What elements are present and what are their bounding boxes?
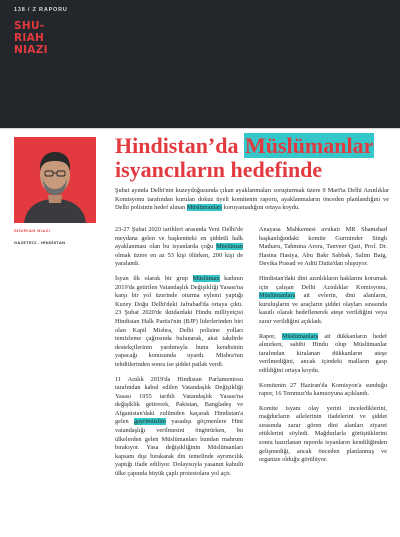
- paragraph-text: Komitenin 27 Haziran'da Komisyon'a sunduğu rapor, 16 Temmuz'da kamuoyuna açıklandı.: [259, 381, 387, 398]
- body-paragraph: [115, 226, 243, 269]
- author-name-display: [14, 20, 74, 56]
- paragraph-text: 23-27 Şubat 2020 tarihleri arasında Yeni Delhi'de meydana gelen ve başkentteki en şiddetli halk ayaklanması olan bu isyanlarda çoğu: [115, 226, 243, 251]
- paragraph-text: yasadışı göçmenlere Hint vatandaşlığı verilmesini öngörürken, bu ülkelerden gelen Müslümanları bundan mahrum bırakıyor. Yasa değişikliğinin Müslümanları kapsam dışı bırakarak din temelinde ayrımcılık yaptığı ifade ediliyor. Dolayısıyla yasanın kabulü ülke çapında büyük çaplı protestolara yol açtı.: [115, 418, 243, 478]
- page-folio: 138 / Z RAPORU: [14, 7, 68, 13]
- lead-text: Şubat ayında Delhi'nin kuzeydoğusunda çıkan ayaklanmaları soruşturmak üzere 9 Mart'ta Delhi Azınlıklar Komisyonu tarafından kurulan dokuz üyeli komitenin raporu, ayaklanmaların önceden planlandığını ve Delhi polisinin hedef alınan: [115, 187, 389, 212]
- body-paragraph: [259, 382, 387, 399]
- lead-text: koruyamadığını ortaya koydu.: [222, 204, 300, 212]
- header-divider: [0, 128, 400, 129]
- paragraph-highlight: Müslüman: [192, 274, 220, 282]
- paragraph-text: İsyan ilk olarak bir grup: [115, 274, 193, 282]
- paragraph-text: ait dükkanların hedef alınırken, sahibi Hindu olup Müslümanlar tarafından kiralanan dükkanların ateşe verilmediğini, ancak içindeki malların gasp edildiğini ortaya koydu.: [259, 332, 387, 374]
- left-column: [115, 226, 243, 485]
- headline-part: isyancıların hedefinde: [115, 157, 323, 182]
- paragraph-text: kadının 2019'da getirilen Vatandaşlık Değişikliği Yasası'na karşı bir yol üzerinde oturma eylemi yaptığı Kuzey Doğu Delhi'deki Jafrabad'da ortaya çıktı. 23 Şubat 2020'de iktidardaki Hindu milliyetçisi Hindistan Halk Partisi'nin (BJP) liderlerinden biri olan Kapil Mishra, Delhi polisine yolları temizleme çağrısında bulunarak, aksi takdirde destekçilerinin yardımıyla bunu kendisinin yapacağı konusunda uyardı. Mishra'nın tehditlerinden sonra ise şiddet patlak verdi.: [115, 274, 243, 368]
- paragraph-text: Anayasa Mahkemesi avukatı MR Shamshad başkanlığındaki komite Gurminder Singh Matharu, Tahmina Arora, Tanveer Qazi, Prof. Dr. Hasina Hasiya, Abu Bakr Sabbak, Salim Baig, Devika Prasad ve Aditi Dutta'dan oluşuyor.: [259, 226, 387, 268]
- author-portrait-icon: [14, 137, 96, 223]
- body-paragraph: [115, 275, 243, 370]
- body-paragraph: [259, 226, 387, 269]
- paragraph-text: Komite isyanı olay yerini incelediklerini, mağdurların ailelerinin ifadelerini ve şiddet sırasında zarar gören dini alanları ziyaret ettiklerini söyledi. Mağdurlarla görüştüklerini sonra hazırlanan raporda isyanların kendiliğinden gelişmediği, ancak önceden planlanmış ve organize olduğu görülüyor.: [259, 404, 387, 464]
- lead-highlight: Müslümanları: [186, 204, 223, 212]
- body-paragraph: [115, 376, 243, 479]
- author-name-line: SHU-: [14, 20, 45, 32]
- author-role: GAZETECİ - HİNDİSTAN: [14, 240, 66, 245]
- paragraph-highlight: Müslüman: [216, 243, 243, 251]
- article-headline: [115, 134, 395, 182]
- paragraph-text: olmak üzere en az 53 kişi ölürken, 200 kişi de yaralandı.: [115, 251, 243, 268]
- body-paragraph: [259, 405, 387, 465]
- paragraph-text: Hindistan'daki dini azınlıkların haklarını korumak için çalışan Delhi Azınlıklar Komisyonu,: [259, 274, 387, 291]
- body-paragraph: [259, 333, 387, 376]
- paragraph-text: Rapor,: [259, 332, 282, 340]
- body-paragraph: [259, 275, 387, 327]
- paragraph-text: 11 Aralık 2019'da Hindistan Parlamentosu tarafından kabul edilen Vatandaşlık Değişikliği Yasası 1955 tarihli Vatandaşlık Yasası'na değişiklik getirerek, Pakistan, Bangladeş ve Afganistan'daki zulümden kaçarak Hindistan'a gelen: [115, 375, 243, 426]
- author-name: SHURIAH NIAZI: [14, 228, 51, 233]
- right-column: [259, 226, 387, 471]
- author-photo: [14, 137, 96, 223]
- headline-part: Hindistan’da: [115, 133, 244, 158]
- paragraph-highlight: gayrimüslim: [134, 418, 166, 426]
- article-lead: [115, 187, 389, 213]
- headline-highlight: Müslümanlar: [245, 133, 374, 158]
- paragraph-text: ait evlerin, dini alanların, kuruluşların ve araçların şiddet olayları sırasında kasıtlı olarak hedeflenerek ateşe verildiğini veya zarar verildiğini açıkladı.: [259, 292, 387, 325]
- author-name-line: NIAZI: [14, 44, 48, 56]
- paragraph-highlight: Müslümanlara: [259, 292, 296, 300]
- paragraph-highlight: Müslümanlara: [281, 332, 319, 340]
- author-name-line: RIAH: [14, 32, 45, 44]
